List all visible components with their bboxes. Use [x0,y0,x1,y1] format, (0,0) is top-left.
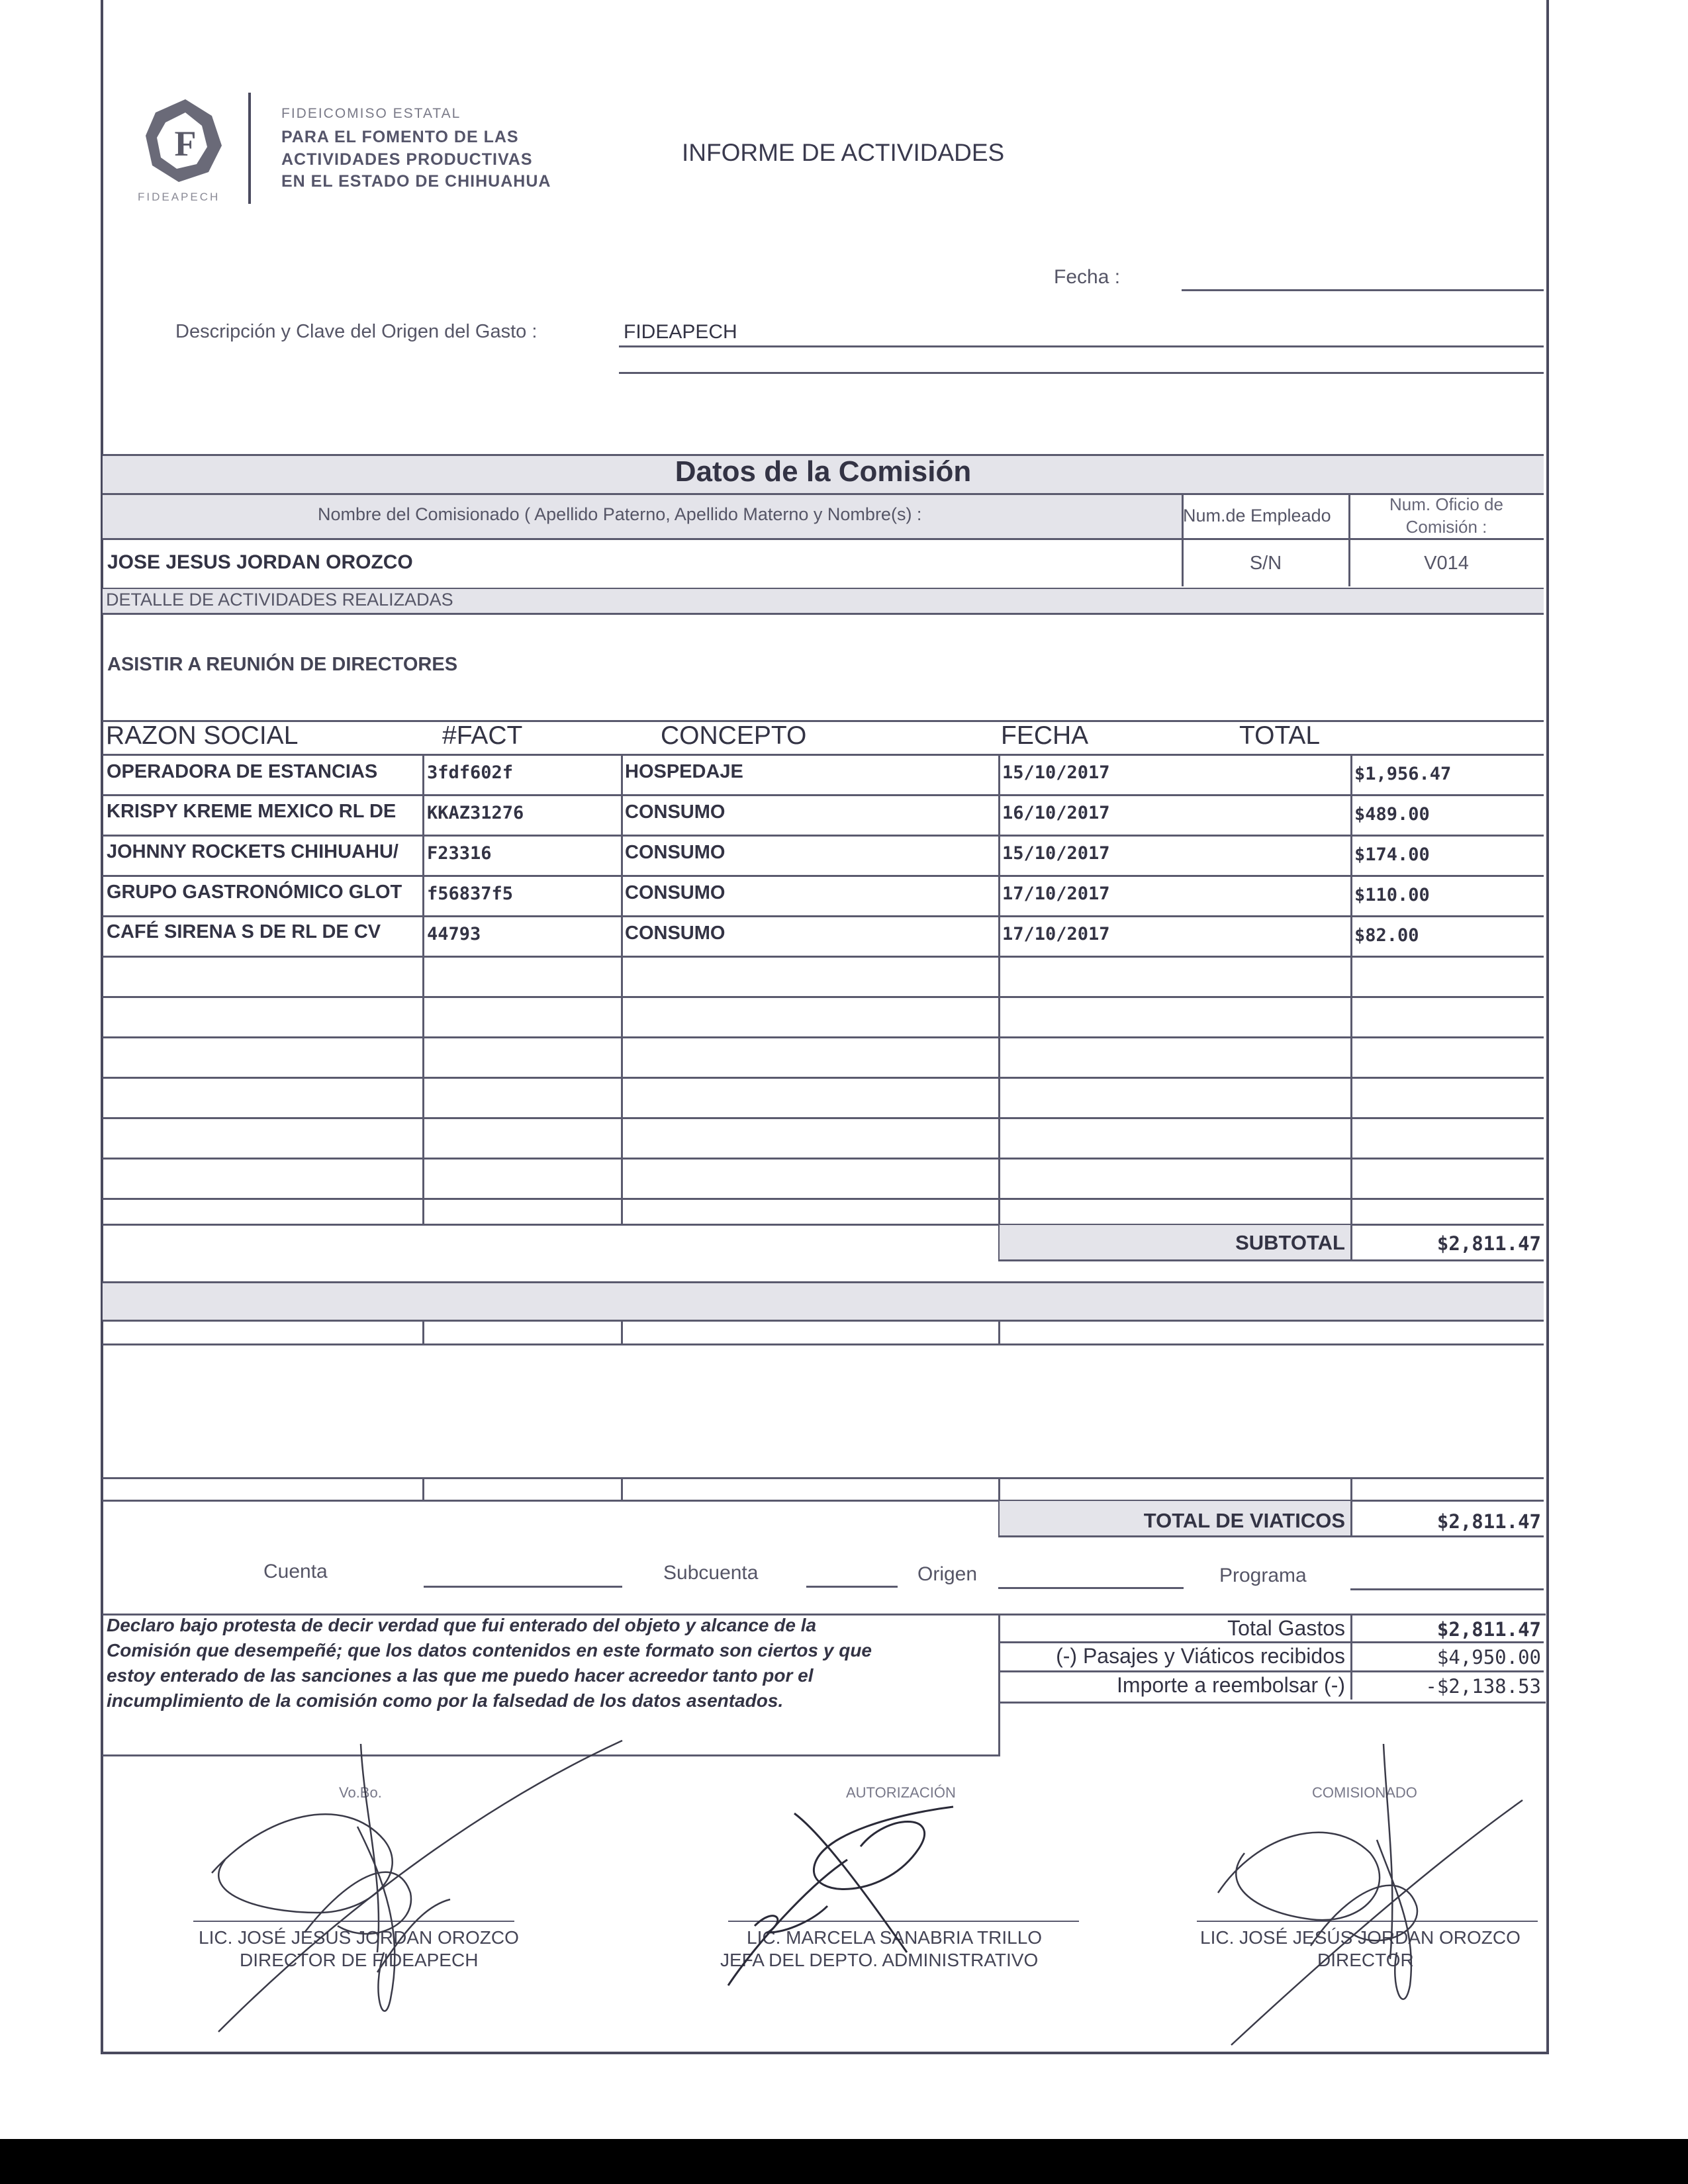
vobo-label: Vo.Bo. [339,1784,382,1801]
rule [998,1641,1544,1643]
rule [103,915,1544,917]
cell-concepto: CONSUMO [625,842,726,863]
rule [103,720,1544,722]
origen-value: FIDEAPECH [624,321,737,343]
rule [103,996,1544,998]
logo-caption: FIDEAPECH [138,191,220,203]
rule [422,1320,424,1343]
total-gastos-value: $2,811.47 [1436,1618,1541,1641]
rule [998,1320,1000,1343]
cell-fecha: 16/10/2017 [1002,803,1110,823]
oficio-value: V014 [1424,553,1469,574]
rule [103,538,1544,540]
header-razon-social: RAZON SOCIAL [106,721,299,750]
origen-cuenta-label: Origen [917,1563,978,1585]
cell-razon: CAFÉ SIRENA S DE RL DE CV [107,921,381,942]
cell-total: $110.00 [1354,885,1430,905]
autorizacion-signature [688,1787,1033,1999]
cell-concepto: CONSUMO [625,923,726,944]
rule [103,613,1544,615]
origen-line-2 [619,372,1544,374]
programa-line [1350,1588,1544,1590]
cell-fecha: 17/10/2017 [1002,884,1110,904]
rule [103,794,1544,796]
cell-fecha: 15/10/2017 [1002,843,1110,864]
cell-total: $1,956.47 [1354,764,1452,784]
rule [103,1077,1544,1079]
header-fact: #FACT [442,721,523,750]
rule [103,1117,1544,1119]
total-viaticos-value: $2,811.47 [1436,1510,1541,1533]
rule [103,1198,1544,1200]
fecha-line [1182,289,1544,291]
declaracion-line-3: estoy enterado de las sanciones a las que me puedo hacer acreedor tanto por el [107,1665,814,1686]
declaracion-line-1: Declaro bajo protesta de decir verdad que fui enterado del objeto y alcance de la [107,1615,817,1635]
cell-fact: 44793 [427,924,481,944]
rule [103,875,1544,877]
rule [103,493,1544,495]
cell-total: $174.00 [1354,844,1430,865]
org-line-3: ACTIVIDADES PRODUCTIVAS [281,150,533,169]
rule [103,1320,1544,1322]
cell-razon: GRUPO GASTRONÓMICO GLOT [107,882,402,903]
declaracion-line-4: incumplimiento de la comisión como por la falsedad de los datos asentados. [107,1690,784,1711]
page-title: INFORME DE ACTIVIDADES [682,139,1005,166]
cell-razon: OPERADORA DE ESTANCIAS [107,761,378,782]
pasajes-value: $4,950.00 [1436,1646,1541,1668]
origen-cuenta-line [998,1587,1184,1589]
nombre-label: Nombre del Comisionado ( Apellido Paterno, Apellido Materno y Nombre(s) : [318,504,922,524]
empleado-value: S/N [1249,553,1282,574]
cell-fecha: 15/10/2017 [1002,762,1110,783]
org-line-2: PARA EL FOMENTO DE LAS [281,128,519,146]
subcuenta-label: Subcuenta [663,1562,759,1584]
empleado-label: Num.de Empleado [1183,506,1331,525]
cuenta-label: Cuenta [263,1561,328,1582]
rule [998,1259,1544,1261]
org-line-1: FIDEICOMISO ESTATAL [281,106,461,121]
cell-fact: f56837f5 [427,884,514,904]
cell-concepto: CONSUMO [625,801,726,823]
rule [422,1477,424,1500]
rule [103,956,1544,958]
header-fecha: FECHA [1001,721,1089,750]
cell-concepto: HOSPEDAJE [625,761,743,782]
comisionado-title: DIRECTOR [1317,1950,1414,1970]
rule [621,1320,623,1343]
pasajes-label: (-) Pasajes y Viáticos recibidos [1056,1644,1345,1668]
reembolsar-label: Importe a reembolsar (-) [1117,1673,1345,1697]
autorizacion-title: JEFA DEL DEPTO. ADMINISTRATIVO [720,1950,1039,1970]
rule [103,1158,1544,1160]
programa-label: Programa [1219,1565,1307,1586]
rule [103,1281,1544,1283]
detalle-label: DETALLE DE ACTIVIDADES REALIZADAS [106,590,453,610]
header-total: TOTAL [1239,721,1321,750]
oficio-label-2: Comisión : [1405,517,1487,537]
rule [103,754,1544,756]
header-concepto: CONCEPTO [661,721,807,750]
vobo-title: DIRECTOR DE FIDEAPECH [240,1950,479,1970]
cell-concepto: CONSUMO [625,882,726,903]
fecha-label: Fecha : [1054,266,1121,288]
detalle-value: ASISTIR A REUNIÓN DE DIRECTORES [107,654,458,675]
fideapech-logo [136,93,235,192]
cuenta-line [424,1586,622,1588]
subcuenta-line [806,1586,898,1588]
autorizacion-name: LIC. MARCELA SANABRIA TRILLO [747,1927,1043,1948]
vobo-name: LIC. JOSÉ JESUS JORDAN OROZCO [199,1927,519,1948]
rule [1350,754,1352,1259]
oficio-label-1: Num. Oficio de [1389,494,1503,514]
comision-section-title: Datos de la Comisión [675,455,972,488]
org-line-4: EN EL ESTADO DE CHIHUAHUA [281,172,551,191]
comisionado-name: LIC. JOSÉ JESÚS JORDAN OROZCO [1200,1927,1521,1948]
cell-razon: JOHNNY ROCKETS CHIHUAHU/ [107,841,399,862]
cell-total: $489.00 [1354,804,1430,825]
cell-fact: F23316 [427,843,492,864]
rule [422,754,424,1225]
rule [621,754,623,1225]
separator-band [103,1283,1544,1320]
rule [998,1670,1544,1672]
nombre-value: JOSE JESUS JORDAN OROZCO [107,551,413,573]
cell-fecha: 17/10/2017 [1002,924,1110,944]
cell-fact: 3fdf602f [427,762,514,783]
cell-razon: KRISPY KREME MEXICO RL DE [107,801,397,822]
subtotal-value: $2,811.47 [1436,1232,1541,1255]
rule [998,1535,1544,1537]
total-viaticos-label: TOTAL DE VIATICOS [1143,1509,1345,1532]
autorizacion-label: AUTORIZACIÓN [846,1784,956,1801]
rule [103,835,1544,837]
rule [103,1343,1544,1345]
rule [998,754,1000,1259]
comisionado-signature [1178,1734,1549,2052]
vobo-signature [185,1734,662,2052]
rule [103,1036,1544,1038]
cell-fact: KKAZ31276 [427,803,524,823]
origen-label: Descripción y Clave del Origen del Gasto : [175,321,538,342]
comisionado-label: COMISIONADO [1312,1784,1417,1801]
total-gastos-label: Total Gastos [1227,1616,1345,1640]
subtotal-label: SUBTOTAL [1235,1231,1345,1254]
logo-letter: F [174,124,197,163]
origen-line-1 [619,345,1544,347]
reembolsar-value: -$2,138.53 [1425,1675,1541,1698]
rule [103,1477,1544,1479]
cell-total: $82.00 [1354,925,1419,946]
scan-bottom-bar [0,2139,1688,2184]
declaracion-line-2: Comisión que desempeñé; que los datos contenidos en este formato son ciertos y que [107,1640,872,1661]
rule [621,1477,623,1500]
logo-divider [248,93,251,204]
